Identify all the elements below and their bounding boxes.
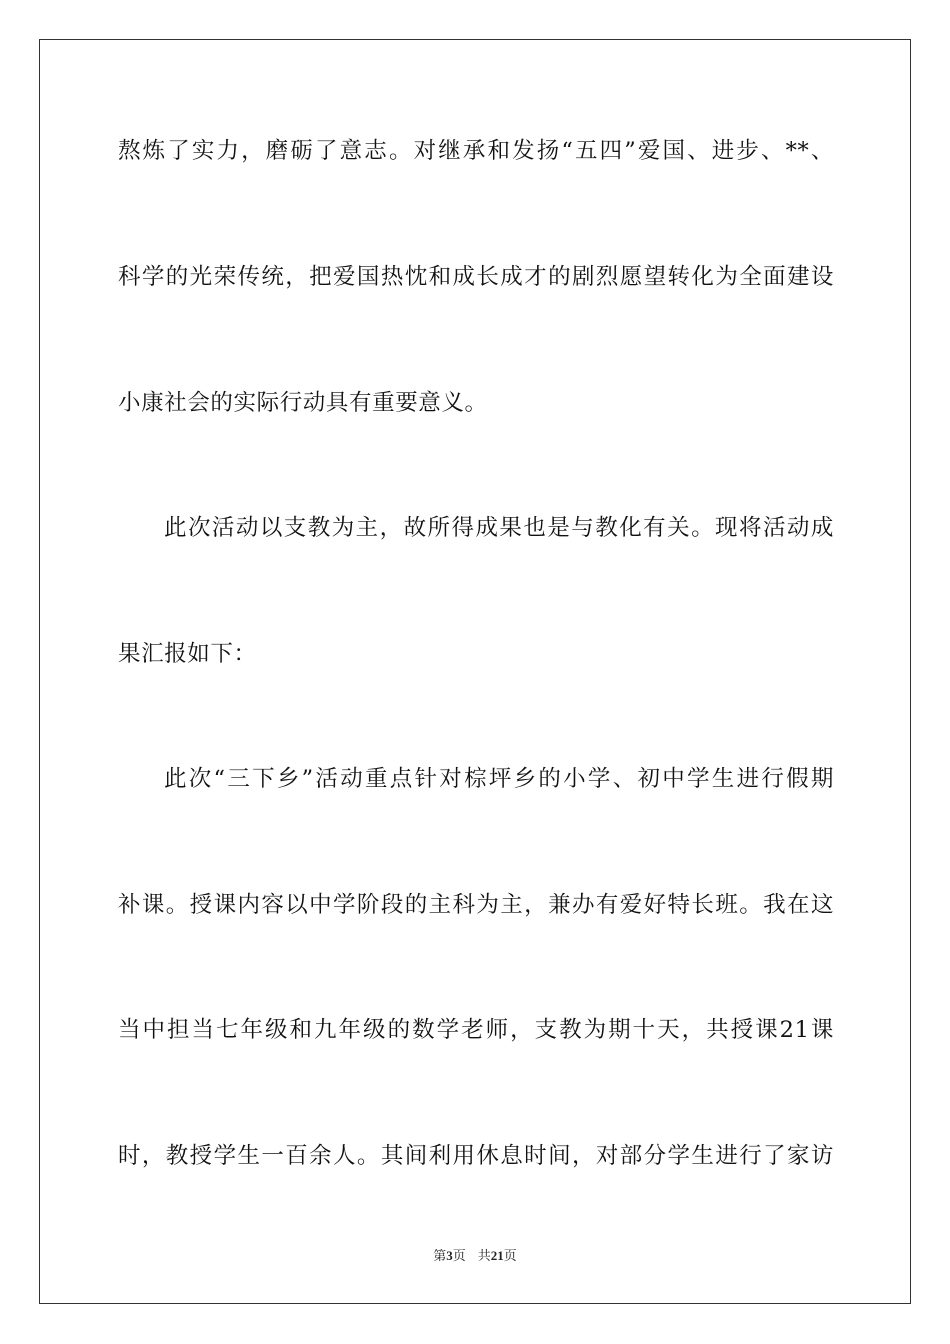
text-line-4: 此次活动以支教为主，故所得成果也是与教化有关。现将活动成 — [164, 515, 834, 541]
page-footer — [0, 1247, 950, 1266]
text-line-8: 当中担当七年级和九年级的数学老师，支教为期十天，共授课21课 — [118, 1017, 834, 1043]
page-number: 3 — [446, 1248, 453, 1263]
total-prefix: 共 — [477, 1249, 491, 1264]
text-line-5: 果汇报如下： — [118, 641, 257, 667]
total-suffix: 页 — [503, 1249, 517, 1264]
page-suffix: 页 — [452, 1249, 466, 1264]
total-pages: 21 — [490, 1248, 504, 1263]
text-line-7: 补课。授课内容以中学阶段的主科为主，兼办有爱好特长班。我在这 — [118, 892, 834, 918]
text-line-2: 科学的光荣传统，把爱国热忱和成长成才的剧烈愿望转化为全面建设 — [118, 264, 834, 290]
text-line-9: 时，教授学生一百余人。其间利用休息时间，对部分学生进行了家访 — [118, 1143, 834, 1169]
text-line-3: 小康社会的实际行动具有重要意义。 — [118, 390, 488, 416]
text-line-6: 此次“三下乡”活动重点针对棕坪乡的小学、初中学生进行假期 — [164, 766, 834, 792]
page-border — [39, 39, 911, 1304]
text-line-1: 熬炼了实力，磨砺了意志。对继承和发扬“五四”爱国、进步、**、 — [118, 138, 834, 164]
page-prefix: 第 — [433, 1249, 447, 1264]
